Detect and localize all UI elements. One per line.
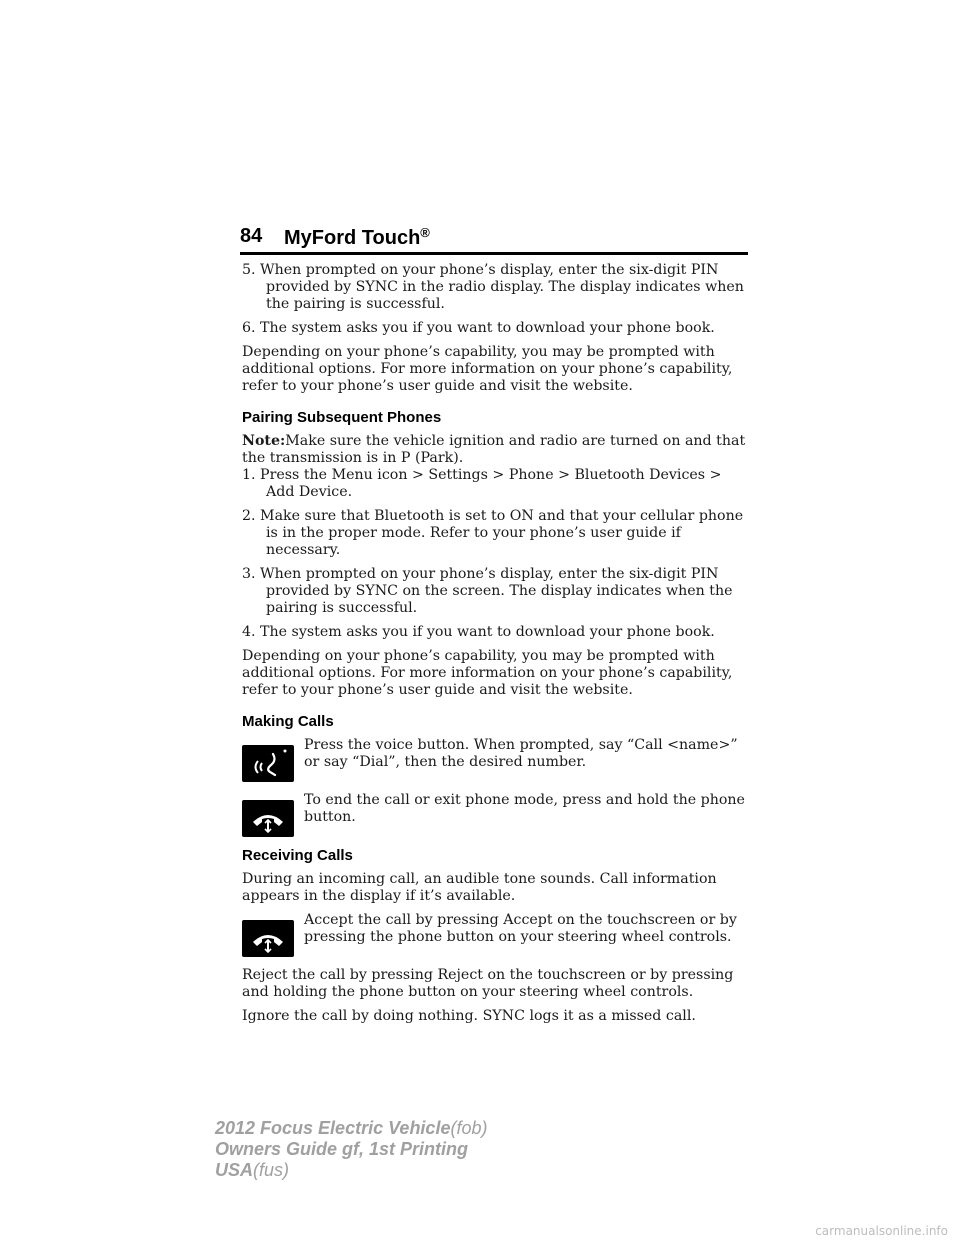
voice-button-icon [242, 745, 294, 782]
footer-market: USA [215, 1160, 254, 1180]
phone-button-icon [242, 920, 294, 957]
pairing-paragraph: Depending on your phone’s capability, you may be prompted with additional options. For more information on your phone’s capability, refer to your phone’s user guide and visit the website. [242, 648, 733, 698]
voice-button-text: Press the voice button. When prompted, say “Call <name>” or say “Dial”, then the desired number. [304, 737, 738, 770]
footer-line-2 [215, 1139, 487, 1160]
page-header-title [284, 225, 430, 250]
making-calls-heading: Making Calls [242, 713, 334, 730]
voice-button-row [242, 737, 748, 777]
header-title-text: MyFord Touch [284, 227, 421, 249]
phone-button-icon [242, 800, 294, 837]
intro-paragraph: Depending on your phone’s capability, you may be prompted with additional options. For more information on your phone’s capability, refer to your phone’s user guide and visit the website. [242, 344, 733, 394]
footer-guide: Owners Guide gf, 1st Printing [215, 1139, 469, 1159]
registered-mark: ® [420, 225, 430, 240]
pairing-step-1: 1. Press the Menu icon > Settings > Phone > Bluetooth Devices > Add Device. [242, 467, 722, 500]
pairing-heading: Pairing Subsequent Phones [242, 409, 442, 426]
incoming-call-paragraph: During an incoming call, an audible tone sounds. Call information appears in the display if it’s available. [242, 871, 717, 904]
footer-line-3 [215, 1160, 487, 1181]
note-label: Note: [242, 433, 286, 449]
footer-market-code: (fus) [253, 1160, 290, 1180]
note-text: Make sure the vehicle ignition and radio are turned on and that the transmission is in P (Park). [242, 433, 746, 466]
reject-call-paragraph: Reject the call by pressing Reject on the touchscreen or by pressing and holding the phone button on your steering wheel controls. [242, 967, 734, 1000]
header-rule [240, 252, 748, 255]
end-call-text: To end the call or exit phone mode, press and hold the phone button. [304, 792, 745, 825]
pairing-step-2: 2. Make sure that Bluetooth is set to ON and that your cellular phone is in the proper mode. Refer to your phone’s user guide if necessary. [242, 508, 744, 558]
accept-call-row [242, 912, 748, 952]
intro-step-5: 5. When prompted on your phone’s display, enter the six-digit PIN provided by SYNC in the radio display. The display indicates when the pairing is successful. [242, 262, 744, 312]
pairing-step-4: 4. The system asks you if you want to download your phone book. [242, 624, 715, 640]
footer-vehicle: 2012 Focus Electric Vehicle [215, 1118, 451, 1138]
page-number: 84 [240, 225, 263, 247]
pairing-note [242, 433, 748, 467]
footer-vehicle-code: (fob) [450, 1118, 488, 1138]
accept-call-text: Accept the call by pressing Accept on the touchscreen or by pressing the phone button on your steering wheel controls. [304, 912, 737, 945]
document-footer [215, 1118, 487, 1181]
footer-line-1 [215, 1118, 487, 1139]
intro-step-6: 6. The system asks you if you want to download your phone book. [242, 320, 715, 336]
end-call-row [242, 792, 748, 832]
page-body [242, 262, 748, 1032]
pairing-step-3: 3. When prompted on your phone’s display, enter the six-digit PIN provided by SYNC on the screen. The display indicates when the pairing is successful. [242, 566, 733, 616]
ignore-call-paragraph: Ignore the call by doing nothing. SYNC logs it as a missed call. [242, 1008, 696, 1024]
watermark: carmanualsonline.info [815, 1224, 948, 1238]
receiving-calls-heading: Receiving Calls [242, 847, 353, 864]
